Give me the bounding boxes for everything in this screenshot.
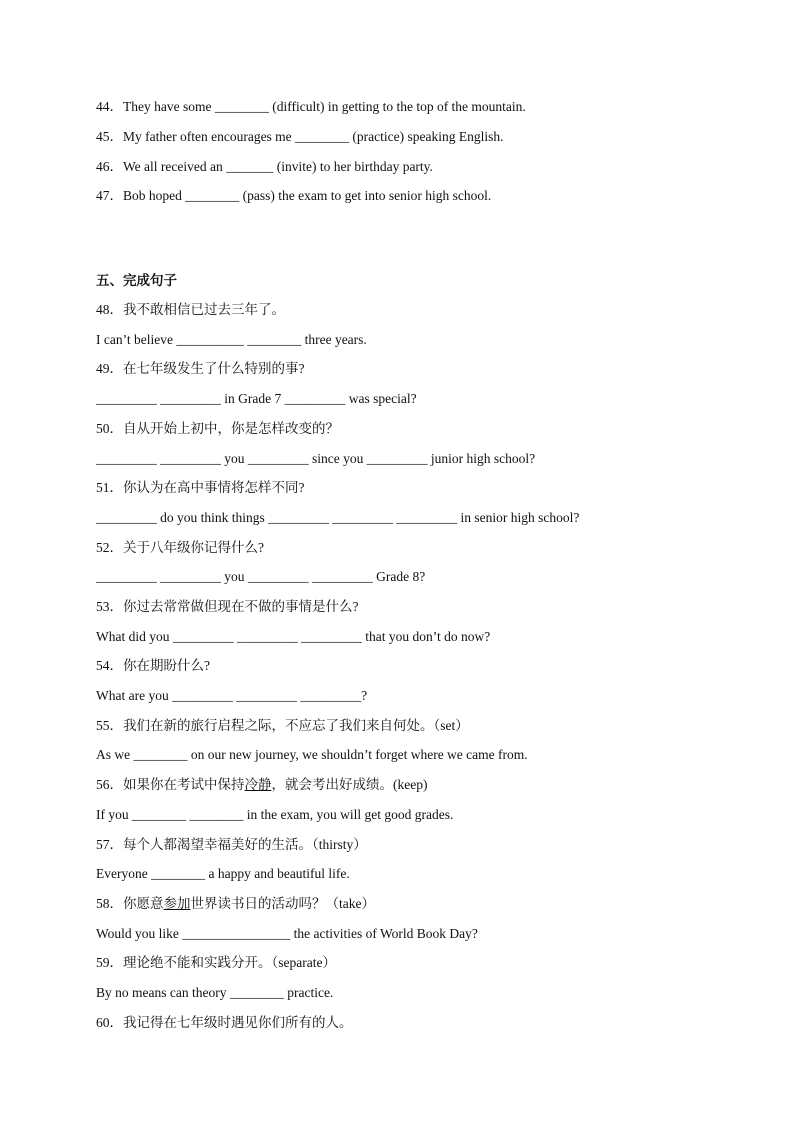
question-56-english: If you ________ ________ in the exam, you will get good grades. bbox=[96, 807, 454, 822]
question-53-chinese: 53．你过去常常做但现在不做的事情是什么? bbox=[96, 599, 359, 614]
question-49-english: _________ _________ in Grade 7 _________ was special? bbox=[96, 391, 417, 406]
section-title: 五、完成句子 bbox=[96, 273, 177, 288]
question-48-chinese: 48．我不敢相信已过去三年了。 bbox=[96, 302, 285, 317]
question-54-chinese: 54．你在期盼什么? bbox=[96, 658, 210, 673]
question-58-chinese bbox=[96, 895, 760, 913]
question-54-english: What are you _________ _________ _________? bbox=[96, 688, 368, 703]
question-58-chinese-before: 58．你愿意 bbox=[96, 896, 164, 911]
question-50-english: _________ _________ you _________ since you _________ junior high school? bbox=[96, 451, 536, 466]
question-59-chinese: 59．理论绝不能和实践分开。（separate） bbox=[96, 955, 336, 970]
question-56-chinese bbox=[96, 776, 760, 794]
question-58-chinese-after: 世界读书日的活动吗？（take） bbox=[190, 896, 375, 911]
question-58-english: Would you like ________________ the activities of World Book Day? bbox=[96, 926, 478, 941]
question-55-english: As we ________ on our new journey, we shouldn’t forget where we came from. bbox=[96, 747, 528, 762]
question-56-chinese-before: 56．如果你在考试中保持 bbox=[96, 777, 245, 792]
question-51-chinese: 51．你认为在高中事情将怎样不同? bbox=[96, 480, 305, 495]
question-48-english: I can’t believe __________ ________ three years. bbox=[96, 332, 367, 347]
question-52-chinese: 52．关于八年级你记得什么? bbox=[96, 540, 264, 555]
question-47: 47．Bob hoped ________ (pass) the exam to get into senior high school. bbox=[96, 188, 492, 203]
question-59-english: By no means can theory ________ practice. bbox=[96, 985, 334, 1000]
question-50-chinese: 50．自从开始上初中，你是怎样改变的？ bbox=[96, 421, 339, 436]
question-44: 44．They have some ________ (difficult) in getting to the top of the mountain. bbox=[96, 99, 526, 114]
question-45: 45．My father often encourages me ________ (practice) speaking English. bbox=[96, 129, 504, 144]
question-46: 46．We all received an _______ (invite) to her birthday party. bbox=[96, 159, 433, 174]
question-51-english: _________ do you think things _________ _________ _________ in senior high school? bbox=[96, 510, 580, 525]
question-56-chinese-after: ，就会考出好成绩。(keep) bbox=[271, 777, 428, 792]
question-53-english: What did you _________ _________ _________ that you don’t do now? bbox=[96, 629, 491, 644]
question-49-chinese: 49．在七年级发生了什么特别的事? bbox=[96, 361, 305, 376]
question-56-underlined-word: 冷静 bbox=[244, 777, 272, 792]
question-52-english: _________ _________ you _________ _________ Grade 8? bbox=[96, 569, 426, 584]
question-57-chinese: 57．每个人都渴望幸福美好的生活。（thirsty） bbox=[96, 837, 367, 852]
question-57-english: Everyone ________ a happy and beautiful life. bbox=[96, 866, 350, 881]
question-60-chinese: 60．我记得在七年级时遇见你们所有的人。 bbox=[96, 1015, 353, 1030]
question-55-chinese: 55．我们在新的旅行启程之际，不应忘了我们来自何处。（set） bbox=[96, 718, 469, 733]
question-58-underlined-word: 参加 bbox=[163, 896, 191, 911]
